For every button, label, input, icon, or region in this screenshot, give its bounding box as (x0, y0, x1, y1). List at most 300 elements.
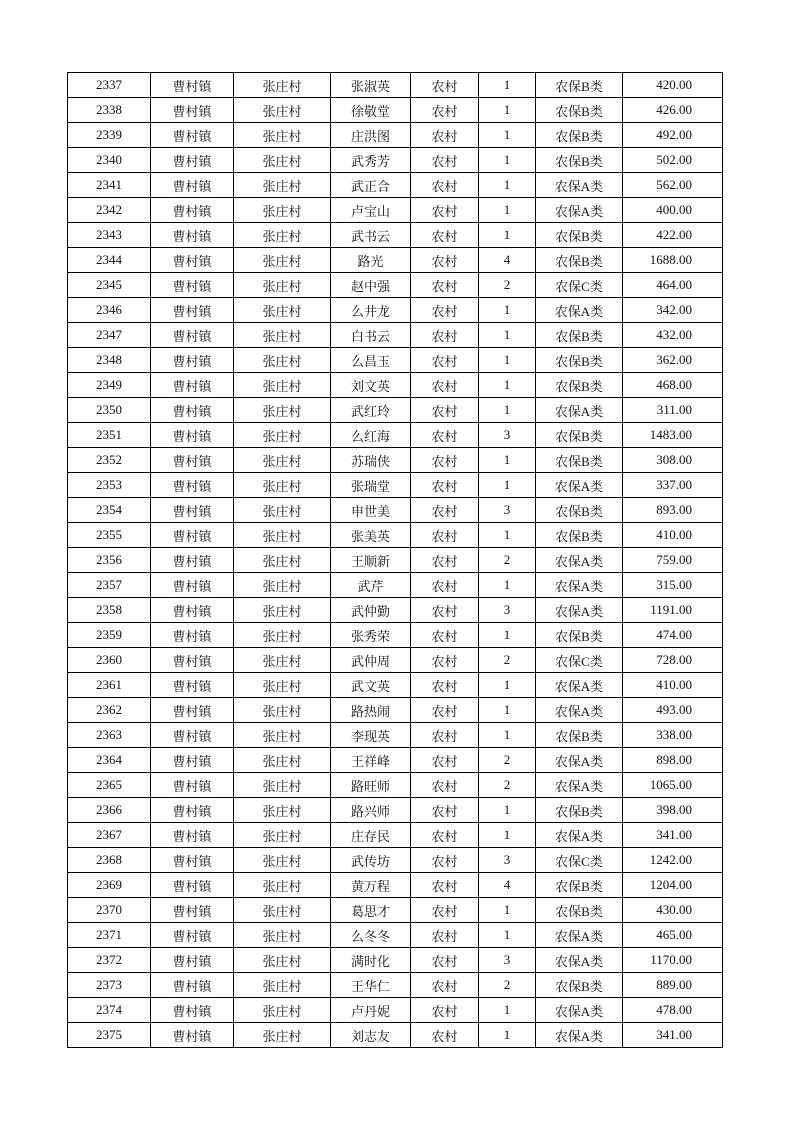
town-cell: 曹村镇 (151, 198, 234, 223)
amount-cell: 493.00 (623, 698, 723, 723)
town-cell: 曹村镇 (151, 648, 234, 673)
town-cell: 曹村镇 (151, 673, 234, 698)
village-cell: 张庄村 (234, 598, 331, 623)
household-type-cell: 农村 (411, 473, 479, 498)
row-number-cell: 2339 (68, 123, 151, 148)
row-number-cell: 2370 (68, 898, 151, 923)
amount-cell: 1483.00 (623, 423, 723, 448)
village-cell: 张庄村 (234, 923, 331, 948)
town-cell: 曹村镇 (151, 398, 234, 423)
amount-cell: 422.00 (623, 223, 723, 248)
insurance-category-cell: 农保A类 (536, 573, 623, 598)
insurance-category-cell: 农保B类 (536, 98, 623, 123)
village-cell: 张庄村 (234, 323, 331, 348)
insurance-category-cell: 农保C类 (536, 273, 623, 298)
town-cell: 曹村镇 (151, 123, 234, 148)
household-size-cell: 2 (479, 648, 536, 673)
town-cell: 曹村镇 (151, 498, 234, 523)
row-number-cell: 2371 (68, 923, 151, 948)
row-number-cell: 2361 (68, 673, 151, 698)
amount-cell: 311.00 (623, 398, 723, 423)
household-size-cell: 2 (479, 973, 536, 998)
town-cell: 曹村镇 (151, 948, 234, 973)
town-cell: 曹村镇 (151, 423, 234, 448)
village-cell: 张庄村 (234, 123, 331, 148)
town-cell: 曹村镇 (151, 798, 234, 823)
household-type-cell: 农村 (411, 123, 479, 148)
person-name-cell: 武正合 (331, 173, 411, 198)
village-cell: 张庄村 (234, 198, 331, 223)
insurance-category-cell: 农保A类 (536, 548, 623, 573)
table-row (68, 123, 723, 148)
village-cell: 张庄村 (234, 823, 331, 848)
household-type-cell: 农村 (411, 723, 479, 748)
town-cell: 曹村镇 (151, 748, 234, 773)
person-name-cell: 卢宝山 (331, 198, 411, 223)
table-row (68, 1023, 723, 1048)
household-size-cell: 1 (479, 998, 536, 1023)
table-row (68, 173, 723, 198)
person-name-cell: 武红玲 (331, 398, 411, 423)
amount-cell: 889.00 (623, 973, 723, 998)
amount-cell: 426.00 (623, 98, 723, 123)
town-cell: 曹村镇 (151, 448, 234, 473)
table-row (68, 623, 723, 648)
household-size-cell: 2 (479, 548, 536, 573)
village-cell: 张庄村 (234, 848, 331, 873)
household-type-cell: 农村 (411, 73, 479, 98)
village-cell: 张庄村 (234, 723, 331, 748)
household-type-cell: 农村 (411, 973, 479, 998)
row-number-cell: 2357 (68, 573, 151, 598)
household-type-cell: 农村 (411, 173, 479, 198)
town-cell: 曹村镇 (151, 473, 234, 498)
amount-cell: 1191.00 (623, 598, 723, 623)
village-cell: 张庄村 (234, 698, 331, 723)
row-number-cell: 2355 (68, 523, 151, 548)
household-type-cell: 农村 (411, 623, 479, 648)
town-cell: 曹村镇 (151, 373, 234, 398)
amount-cell: 342.00 (623, 298, 723, 323)
town-cell: 曹村镇 (151, 973, 234, 998)
village-cell: 张庄村 (234, 573, 331, 598)
amount-cell: 1688.00 (623, 248, 723, 273)
table-row (68, 473, 723, 498)
table-row (68, 673, 723, 698)
village-cell: 张庄村 (234, 548, 331, 573)
town-cell: 曹村镇 (151, 1023, 234, 1048)
household-size-cell: 1 (479, 98, 536, 123)
amount-cell: 464.00 (623, 273, 723, 298)
row-number-cell: 2367 (68, 823, 151, 848)
village-cell: 张庄村 (234, 398, 331, 423)
person-name-cell: 满时化 (331, 948, 411, 973)
table-row (68, 348, 723, 373)
insurance-category-cell: 农保C类 (536, 648, 623, 673)
household-type-cell: 农村 (411, 198, 479, 223)
amount-cell: 341.00 (623, 823, 723, 848)
household-type-cell: 农村 (411, 423, 479, 448)
household-size-cell: 3 (479, 598, 536, 623)
town-cell: 曹村镇 (151, 698, 234, 723)
insurance-category-cell: 农保A类 (536, 823, 623, 848)
row-number-cell: 2340 (68, 148, 151, 173)
amount-cell: 562.00 (623, 173, 723, 198)
household-size-cell: 1 (479, 448, 536, 473)
amount-cell: 728.00 (623, 648, 723, 673)
person-name-cell: 葛思才 (331, 898, 411, 923)
amount-cell: 362.00 (623, 348, 723, 373)
table-row (68, 148, 723, 173)
insurance-category-cell: 农保B类 (536, 348, 623, 373)
amount-cell: 315.00 (623, 573, 723, 598)
household-type-cell: 农村 (411, 98, 479, 123)
village-cell: 张庄村 (234, 223, 331, 248)
amount-cell: 759.00 (623, 548, 723, 573)
town-cell: 曹村镇 (151, 273, 234, 298)
person-name-cell: 张淑英 (331, 73, 411, 98)
insurance-category-cell: 农保B类 (536, 373, 623, 398)
insurance-category-cell: 农保B类 (536, 148, 623, 173)
amount-cell: 502.00 (623, 148, 723, 173)
table-row (68, 598, 723, 623)
table-row (68, 373, 723, 398)
person-name-cell: 徐敬堂 (331, 98, 411, 123)
table-row (68, 998, 723, 1023)
household-type-cell: 农村 (411, 673, 479, 698)
town-cell: 曹村镇 (151, 773, 234, 798)
household-size-cell: 1 (479, 373, 536, 398)
town-cell: 曹村镇 (151, 548, 234, 573)
table-row (68, 73, 723, 98)
village-cell: 张庄村 (234, 298, 331, 323)
village-cell: 张庄村 (234, 998, 331, 1023)
village-cell: 张庄村 (234, 898, 331, 923)
household-type-cell: 农村 (411, 648, 479, 673)
person-name-cell: 么井龙 (331, 298, 411, 323)
insurance-category-cell: 农保A类 (536, 398, 623, 423)
insurance-category-cell: 农保A类 (536, 198, 623, 223)
table-body (68, 73, 723, 1048)
household-size-cell: 3 (479, 848, 536, 873)
town-cell: 曹村镇 (151, 573, 234, 598)
insurance-category-cell: 农保A类 (536, 698, 623, 723)
amount-cell: 1204.00 (623, 873, 723, 898)
household-size-cell: 1 (479, 398, 536, 423)
row-number-cell: 2350 (68, 398, 151, 423)
row-number-cell: 2373 (68, 973, 151, 998)
person-name-cell: 申世美 (331, 498, 411, 523)
person-name-cell: 黄万程 (331, 873, 411, 898)
household-size-cell: 1 (479, 148, 536, 173)
insurance-category-cell: 农保B类 (536, 423, 623, 448)
town-cell: 曹村镇 (151, 248, 234, 273)
table-row (68, 198, 723, 223)
household-size-cell: 1 (479, 923, 536, 948)
town-cell: 曹村镇 (151, 323, 234, 348)
household-size-cell: 1 (479, 473, 536, 498)
row-number-cell: 2345 (68, 273, 151, 298)
household-type-cell: 农村 (411, 698, 479, 723)
person-name-cell: 李现英 (331, 723, 411, 748)
amount-cell: 337.00 (623, 473, 723, 498)
table-row (68, 748, 723, 773)
table-row (68, 798, 723, 823)
row-number-cell: 2354 (68, 498, 151, 523)
household-size-cell: 1 (479, 198, 536, 223)
village-cell: 张庄村 (234, 248, 331, 273)
row-number-cell: 2337 (68, 73, 151, 98)
amount-cell: 410.00 (623, 673, 723, 698)
household-type-cell: 农村 (411, 748, 479, 773)
insurance-category-cell: 农保C类 (536, 848, 623, 873)
row-number-cell: 2352 (68, 448, 151, 473)
relief-roster-table (67, 72, 723, 1048)
row-number-cell: 2353 (68, 473, 151, 498)
person-name-cell: 赵中强 (331, 273, 411, 298)
household-size-cell: 1 (479, 898, 536, 923)
person-name-cell: 武传坊 (331, 848, 411, 873)
village-cell: 张庄村 (234, 273, 331, 298)
table-row (68, 648, 723, 673)
row-number-cell: 2346 (68, 298, 151, 323)
row-number-cell: 2341 (68, 173, 151, 198)
insurance-category-cell: 农保B类 (536, 223, 623, 248)
household-type-cell: 农村 (411, 923, 479, 948)
insurance-category-cell: 农保B类 (536, 448, 623, 473)
person-name-cell: 张瑞堂 (331, 473, 411, 498)
person-name-cell: 庄存民 (331, 823, 411, 848)
household-size-cell: 2 (479, 748, 536, 773)
household-size-cell: 1 (479, 723, 536, 748)
household-type-cell: 农村 (411, 898, 479, 923)
amount-cell: 898.00 (623, 748, 723, 773)
village-cell: 张庄村 (234, 623, 331, 648)
person-name-cell: 路旺师 (331, 773, 411, 798)
row-number-cell: 2369 (68, 873, 151, 898)
town-cell: 曹村镇 (151, 298, 234, 323)
household-type-cell: 农村 (411, 848, 479, 873)
person-name-cell: 武芹 (331, 573, 411, 598)
insurance-category-cell: 农保B类 (536, 798, 623, 823)
row-number-cell: 2360 (68, 648, 151, 673)
person-name-cell: 刘文英 (331, 373, 411, 398)
amount-cell: 432.00 (623, 323, 723, 348)
village-cell: 张庄村 (234, 648, 331, 673)
amount-cell: 410.00 (623, 523, 723, 548)
amount-cell: 341.00 (623, 1023, 723, 1048)
town-cell: 曹村镇 (151, 598, 234, 623)
insurance-category-cell: 农保B类 (536, 248, 623, 273)
household-size-cell: 1 (479, 323, 536, 348)
town-cell: 曹村镇 (151, 98, 234, 123)
household-type-cell: 农村 (411, 223, 479, 248)
town-cell: 曹村镇 (151, 348, 234, 373)
table-row (68, 848, 723, 873)
amount-cell: 400.00 (623, 198, 723, 223)
household-size-cell: 1 (479, 523, 536, 548)
row-number-cell: 2374 (68, 998, 151, 1023)
person-name-cell: 武仲勤 (331, 598, 411, 623)
row-number-cell: 2368 (68, 848, 151, 873)
row-number-cell: 2364 (68, 748, 151, 773)
household-type-cell: 农村 (411, 773, 479, 798)
insurance-category-cell: 农保B类 (536, 73, 623, 98)
insurance-category-cell: 农保B类 (536, 723, 623, 748)
person-name-cell: 么冬冬 (331, 923, 411, 948)
row-number-cell: 2348 (68, 348, 151, 373)
table-row (68, 298, 723, 323)
amount-cell: 478.00 (623, 998, 723, 1023)
person-name-cell: 么红海 (331, 423, 411, 448)
village-cell: 张庄村 (234, 873, 331, 898)
town-cell: 曹村镇 (151, 848, 234, 873)
row-number-cell: 2349 (68, 373, 151, 398)
insurance-category-cell: 农保A类 (536, 998, 623, 1023)
person-name-cell: 路光 (331, 248, 411, 273)
insurance-category-cell: 农保A类 (536, 673, 623, 698)
row-number-cell: 2365 (68, 773, 151, 798)
person-name-cell: 路热闹 (331, 698, 411, 723)
household-type-cell: 农村 (411, 523, 479, 548)
household-type-cell: 农村 (411, 998, 479, 1023)
row-number-cell: 2347 (68, 323, 151, 348)
household-size-cell: 1 (479, 573, 536, 598)
town-cell: 曹村镇 (151, 148, 234, 173)
household-size-cell: 1 (479, 698, 536, 723)
town-cell: 曹村镇 (151, 998, 234, 1023)
amount-cell: 1170.00 (623, 948, 723, 973)
household-type-cell: 农村 (411, 373, 479, 398)
table-row (68, 248, 723, 273)
table-row (68, 948, 723, 973)
household-size-cell: 1 (479, 348, 536, 373)
insurance-category-cell: 农保B类 (536, 973, 623, 998)
row-number-cell: 2343 (68, 223, 151, 248)
household-size-cell: 1 (479, 73, 536, 98)
table-row (68, 823, 723, 848)
household-type-cell: 农村 (411, 948, 479, 973)
amount-cell: 308.00 (623, 448, 723, 473)
person-name-cell: 王顺新 (331, 548, 411, 573)
amount-cell: 430.00 (623, 898, 723, 923)
household-size-cell: 3 (479, 423, 536, 448)
person-name-cell: 卢丹妮 (331, 998, 411, 1023)
table-row (68, 448, 723, 473)
insurance-category-cell: 农保B类 (536, 523, 623, 548)
village-cell: 张庄村 (234, 773, 331, 798)
insurance-category-cell: 农保A类 (536, 298, 623, 323)
row-number-cell: 2338 (68, 98, 151, 123)
table-row (68, 323, 723, 348)
person-name-cell: 张秀荣 (331, 623, 411, 648)
table-row (68, 523, 723, 548)
town-cell: 曹村镇 (151, 173, 234, 198)
person-name-cell: 武仲周 (331, 648, 411, 673)
household-size-cell: 1 (479, 298, 536, 323)
household-size-cell: 1 (479, 798, 536, 823)
amount-cell: 338.00 (623, 723, 723, 748)
household-size-cell: 1 (479, 173, 536, 198)
household-type-cell: 农村 (411, 598, 479, 623)
insurance-category-cell: 农保A类 (536, 773, 623, 798)
insurance-category-cell: 农保B类 (536, 498, 623, 523)
insurance-category-cell: 农保A类 (536, 948, 623, 973)
table-row (68, 723, 723, 748)
person-name-cell: 苏瑞侠 (331, 448, 411, 473)
household-type-cell: 农村 (411, 823, 479, 848)
village-cell: 张庄村 (234, 1023, 331, 1048)
household-type-cell: 农村 (411, 398, 479, 423)
row-number-cell: 2344 (68, 248, 151, 273)
village-cell: 张庄村 (234, 173, 331, 198)
amount-cell: 468.00 (623, 373, 723, 398)
insurance-category-cell: 农保A类 (536, 173, 623, 198)
row-number-cell: 2375 (68, 1023, 151, 1048)
household-type-cell: 农村 (411, 573, 479, 598)
household-size-cell: 1 (479, 673, 536, 698)
insurance-category-cell: 农保B类 (536, 873, 623, 898)
amount-cell: 398.00 (623, 798, 723, 823)
amount-cell: 465.00 (623, 923, 723, 948)
household-size-cell: 1 (479, 223, 536, 248)
person-name-cell: 刘志友 (331, 1023, 411, 1048)
insurance-category-cell: 农保B类 (536, 898, 623, 923)
town-cell: 曹村镇 (151, 223, 234, 248)
insurance-category-cell: 农保B类 (536, 623, 623, 648)
insurance-category-cell: 农保A类 (536, 598, 623, 623)
household-type-cell: 农村 (411, 323, 479, 348)
town-cell: 曹村镇 (151, 623, 234, 648)
person-name-cell: 白书云 (331, 323, 411, 348)
insurance-category-cell: 农保B类 (536, 123, 623, 148)
village-cell: 张庄村 (234, 73, 331, 98)
row-number-cell: 2363 (68, 723, 151, 748)
person-name-cell: 王华仁 (331, 973, 411, 998)
town-cell: 曹村镇 (151, 523, 234, 548)
household-size-cell: 1 (479, 1023, 536, 1048)
household-size-cell: 1 (479, 623, 536, 648)
town-cell: 曹村镇 (151, 823, 234, 848)
table-row (68, 973, 723, 998)
household-size-cell: 1 (479, 823, 536, 848)
row-number-cell: 2356 (68, 548, 151, 573)
person-name-cell: 么昌玉 (331, 348, 411, 373)
insurance-category-cell: 农保A类 (536, 1023, 623, 1048)
village-cell: 张庄村 (234, 673, 331, 698)
household-type-cell: 农村 (411, 548, 479, 573)
table-row (68, 98, 723, 123)
amount-cell: 893.00 (623, 498, 723, 523)
table-row (68, 223, 723, 248)
household-size-cell: 4 (479, 873, 536, 898)
amount-cell: 474.00 (623, 623, 723, 648)
village-cell: 张庄村 (234, 523, 331, 548)
amount-cell: 492.00 (623, 123, 723, 148)
household-size-cell: 2 (479, 273, 536, 298)
household-size-cell: 2 (479, 773, 536, 798)
row-number-cell: 2372 (68, 948, 151, 973)
village-cell: 张庄村 (234, 973, 331, 998)
household-type-cell: 农村 (411, 498, 479, 523)
household-type-cell: 农村 (411, 448, 479, 473)
town-cell: 曹村镇 (151, 873, 234, 898)
town-cell: 曹村镇 (151, 73, 234, 98)
person-name-cell: 武书云 (331, 223, 411, 248)
household-type-cell: 农村 (411, 873, 479, 898)
household-size-cell: 3 (479, 498, 536, 523)
town-cell: 曹村镇 (151, 898, 234, 923)
